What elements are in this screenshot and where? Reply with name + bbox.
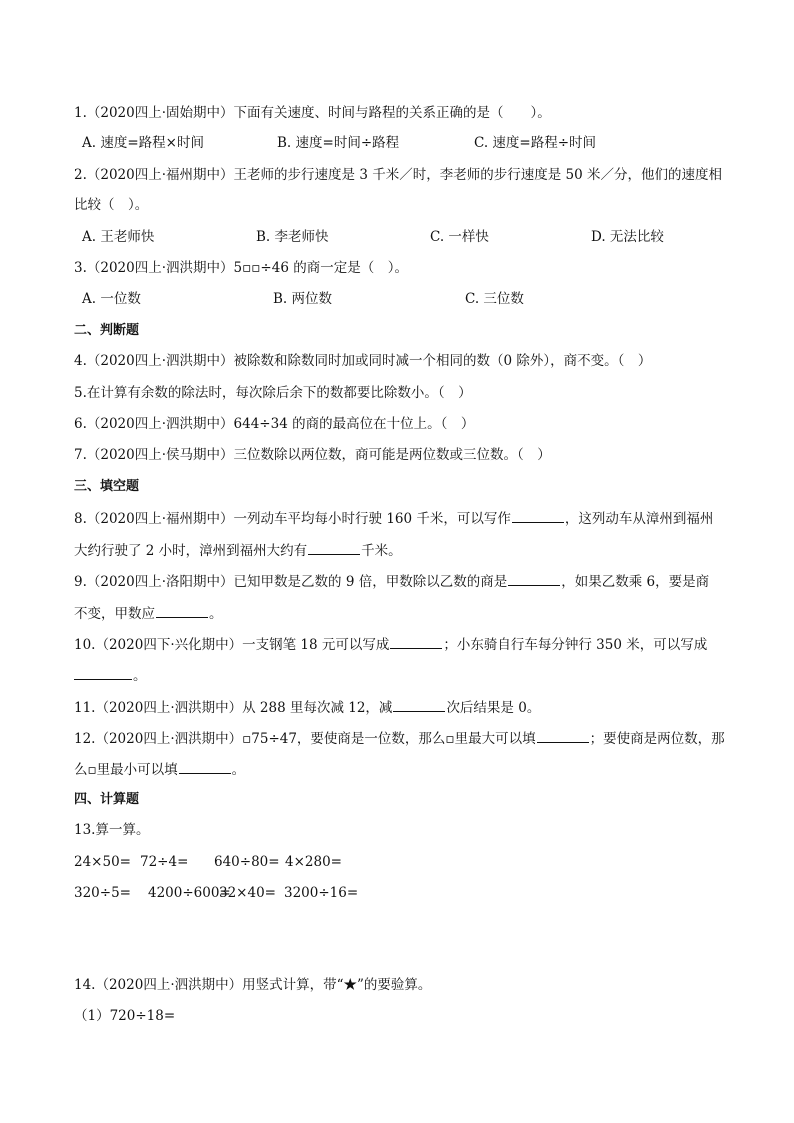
- question-8-text-b: ，这列动车从漳州到福州: [564, 511, 714, 527]
- question-3-option-a: A. 一位数: [82, 291, 141, 307]
- calc-item: 32×40=: [219, 885, 276, 901]
- answer-blank[interactable]: [74, 665, 132, 680]
- question-3-option-c: C. 三位数: [465, 291, 524, 307]
- question-12-line-1: [74, 728, 725, 748]
- question-10-line-2: [74, 665, 147, 685]
- question-8-line-2: [74, 540, 402, 560]
- question-9-text-b: ，如果乙数乘 6，要是商: [561, 574, 710, 590]
- question-12-line-2: [74, 759, 245, 779]
- question-2-option-c: C. 一样快: [430, 229, 489, 245]
- question-11-text-b: 次后结果是 0。: [446, 700, 541, 716]
- question-2-option-b: B. 李老师快: [256, 229, 329, 245]
- question-13-title: 13.算一算。: [74, 822, 150, 838]
- calc-item: 72÷4=: [140, 854, 189, 870]
- question-8-text-a: 8.（2020四上·福州期中）一列动车平均每小时行驶 160 千米，可以写作: [74, 511, 511, 527]
- calc-item: 24×50=: [74, 854, 131, 870]
- question-2-option-a: A. 王老师快: [82, 229, 155, 245]
- answer-blank[interactable]: [156, 603, 208, 618]
- question-9-text-c: 不变，甲数应: [74, 606, 155, 622]
- question-8-line-1: [74, 508, 713, 528]
- question-2-stem-line-1: 2.（2020四上·福州期中）王老师的步行速度是 3 千米／时，李老师的步行速度是 50 米／分，他们的速度相: [74, 167, 722, 183]
- question-9-line-1: [74, 571, 709, 591]
- question-7: 7.（2020四上·侯马期中）三位数除以两位数，商可能是两位数或三位数。（ ）: [74, 447, 551, 463]
- answer-blank[interactable]: [390, 634, 442, 649]
- question-1-stem: 1.（2020四上·固始期中）下面有关速度、时间与路程的关系正确的是（ ）。: [74, 105, 551, 121]
- question-4: 4.（2020四上·泗洪期中）被除数和除数同时加或同时减一个相同的数（0 除外），商不变。（ ）: [74, 353, 652, 369]
- question-8-text-c: 大约行驶了 2 小时，漳州到福州大约有: [74, 543, 308, 559]
- question-6: 6.（2020四上·泗洪期中）644÷34 的商的最高位在十位上。（ ）: [74, 416, 475, 432]
- section-heading-calculation: 四、计算题: [74, 792, 140, 807]
- question-3-option-b: B. 两位数: [273, 291, 333, 307]
- question-12-text-d: 。: [231, 762, 246, 778]
- question-11: [74, 697, 540, 717]
- answer-blank[interactable]: [537, 728, 589, 743]
- calc-item: 3200÷16=: [284, 885, 359, 901]
- question-14-sub-1: （1）720÷18=: [74, 1008, 176, 1024]
- calc-item: 320÷5=: [74, 885, 131, 901]
- section-heading-judgement: 二、判断题: [74, 323, 140, 338]
- question-12-text-b: ；要使商是两位数，那: [589, 731, 725, 747]
- question-10-text-d: 。: [133, 668, 147, 684]
- question-10-text-a: 10.（2020四下·兴化期中）一支钢笔 18 元可以写成: [74, 637, 390, 653]
- question-3-stem: 3.（2020四上·泗洪期中）5▫▫÷46 的商一定是（ ）。: [74, 260, 408, 276]
- question-1-option-b: B. 速度=时间÷路程: [277, 135, 400, 151]
- question-12-text-a: 12.（2020四上·泗洪期中）▫75÷47，要使商是一位数，那么▫里最大可以填: [74, 731, 536, 747]
- question-10-line-1: [74, 634, 707, 654]
- question-5: 5.在计算有余数的除法时，每次除后余下的数都要比除数小。（ ）: [74, 385, 472, 401]
- answer-blank[interactable]: [393, 697, 445, 712]
- answer-blank[interactable]: [179, 759, 231, 774]
- calc-item: 4×280=: [285, 854, 342, 870]
- question-1-option-a: A. 速度=路程×时间: [82, 135, 204, 151]
- question-9-text-a: 9.（2020四上·洛阳期中）已知甲数是乙数的 9 倍，甲数除以乙数的商是: [74, 574, 508, 590]
- question-9-text-d: 。: [209, 606, 223, 622]
- question-2-stem-line-2: 比较（ ）。: [74, 197, 149, 213]
- question-11-text-a: 11.（2020四上·泗洪期中）从 288 里每次减 12，减: [74, 700, 393, 716]
- question-12-text-c: 么▫里最小可以填: [74, 762, 178, 778]
- question-14-stem: 14.（2020四上·泗洪期中）用竖式计算，带“★”的要验算。: [74, 977, 432, 993]
- answer-blank[interactable]: [512, 508, 564, 523]
- calc-item: 4200÷600=: [148, 885, 231, 901]
- question-8-text-d: 千米。: [361, 543, 402, 559]
- answer-blank[interactable]: [308, 540, 360, 555]
- section-heading-fill-in: 三、填空题: [74, 479, 140, 494]
- answer-blank[interactable]: [508, 571, 560, 586]
- question-1-option-c: C. 速度=路程÷时间: [474, 135, 597, 151]
- question-9-line-2: [74, 603, 223, 623]
- calc-item: 640÷80=: [214, 854, 280, 870]
- question-10-text-b: ；小东骑自行车每分钟行 350 米，可以写成: [443, 637, 708, 653]
- question-2-option-d: D. 无法比较: [591, 229, 664, 245]
